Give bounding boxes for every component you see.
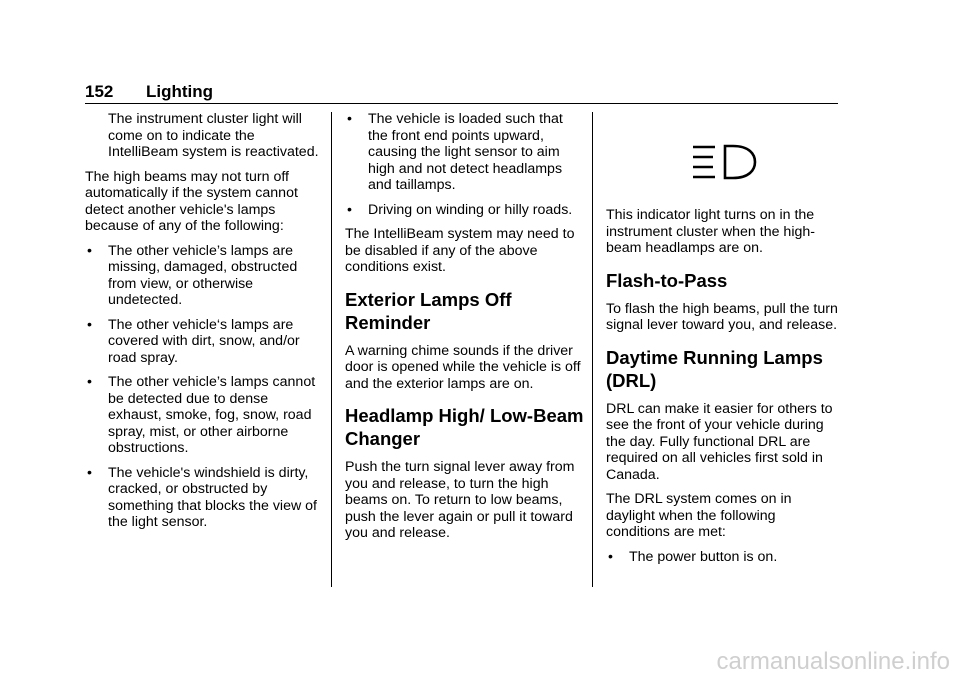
list-item-text: The other vehicle’s lamps are missing, damaged, obstructed from view, or otherwise undetected. (108, 242, 298, 308)
heading-headlamp-high-low-beam-changer: Headlamp High/ Low-Beam Changer (345, 405, 584, 449)
paragraph: The IntelliBeam system may need to be disabled if any of the above conditions exist. (345, 226, 575, 275)
paragraph: The high beams may not turn off automatically if the system cannot detect another vehicle's lamps because of any of the following: (85, 168, 298, 234)
paragraph: To flash the high beams, pull the turn signal lever toward you, and release. (606, 300, 838, 333)
list-item-text: The other vehicle‘s lamps are covered with dirt, snow, and/or road spray. (108, 316, 300, 366)
paragraph: This indicator light turns on in the instrument cluster when the high-beam headlamps are on. (606, 207, 815, 256)
heading-exterior-lamps-off-reminder: Exterior Lamps Off Reminder (345, 288, 512, 333)
column-2 (345, 111, 585, 550)
high-beam-indicator-icon (691, 143, 757, 181)
list-item (85, 243, 325, 309)
heading-daytime-running-lamps: Daytime Running Lamps (DRL) (606, 346, 823, 391)
list-item (606, 549, 842, 566)
bullet-icon: • (347, 201, 352, 218)
list-item-text: The vehicle is loaded such that the front end points upward, causing the light sensor to aim high and not detect headlamps and taillamps. (368, 111, 563, 193)
list-item-text: The power button is on. (629, 548, 778, 565)
paragraph: A warning chime sounds if the driver door is opened while the vehicle is off and the exterior lamps are on. (345, 342, 581, 392)
list-item (345, 111, 585, 194)
list-item-text: The other vehicle’s lamps cannot be detected due to dense exhaust, smoke, fog, snow, road spray, mist, or other airborne obstructions. (108, 374, 316, 456)
heading-flash-to-pass: Flash-to-Pass (606, 269, 728, 291)
bullet-icon: • (87, 464, 92, 481)
continued-text: The instrument cluster light will come on to indicate the IntelliBeam system is reactivated. (108, 111, 319, 160)
bullet-icon: • (87, 242, 92, 259)
column-divider-2 (592, 112, 593, 587)
bullet-icon: • (608, 548, 613, 565)
list-item (345, 202, 585, 219)
bullet-icon: • (347, 111, 352, 127)
header-rule (85, 103, 838, 104)
page-header (85, 82, 838, 104)
list-item (85, 465, 325, 531)
bullet-icon: • (87, 316, 92, 333)
list-item-text: The vehicle's windshield is dirty, cracked, or obstructed by something that blocks the view of the light sensor. (108, 464, 317, 530)
list-item-text: Driving on winding or hilly roads. (368, 201, 573, 218)
paragraph: The DRL system comes on in daylight when the following conditions are met: (606, 491, 792, 540)
paragraph: Push the turn signal lever away from you and release, to turn the high beams on. To return to low beams, push the lever again or pull it toward you and release. (345, 459, 575, 541)
watermark-footer: carmanualsonline.info (716, 648, 950, 675)
page-number: 152 (85, 82, 114, 101)
column-1 (85, 111, 325, 539)
paragraph: DRL can make it easier for others to see the front of your vehicle during the day. Fully functional DRL are required on all vehicles first sold in Canada. (606, 400, 833, 483)
list-item (85, 374, 325, 457)
section-title: Lighting (146, 82, 214, 101)
column-3 (606, 111, 842, 573)
bullet-icon: • (87, 374, 92, 390)
indicator-icon-container (606, 117, 842, 207)
column-divider-1 (331, 112, 332, 587)
list-item (85, 317, 325, 367)
